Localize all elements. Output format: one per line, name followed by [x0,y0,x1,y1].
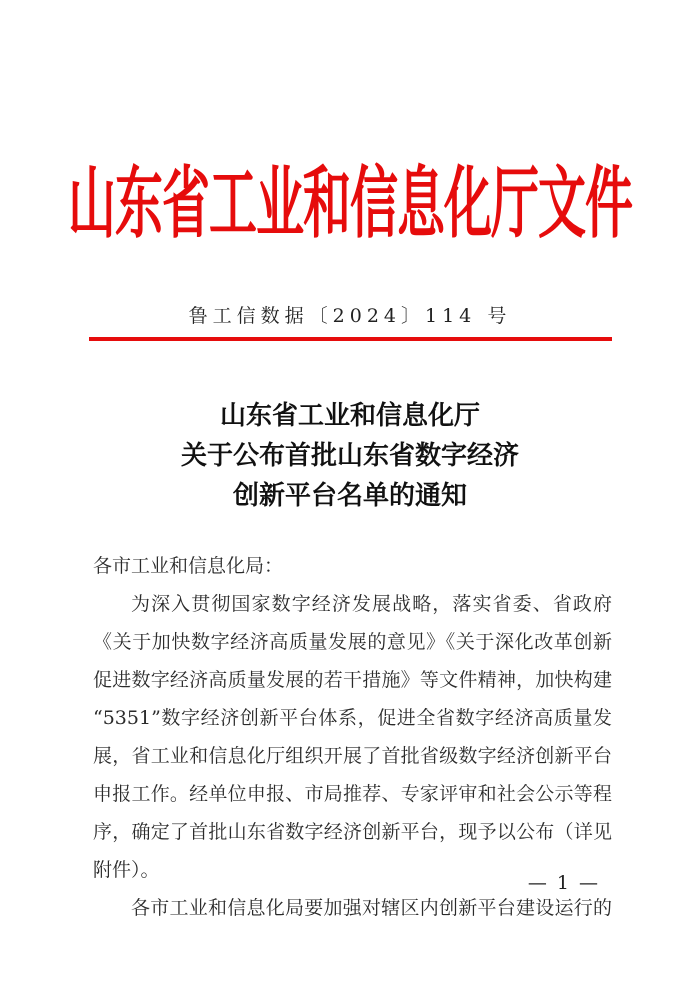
document-title-line-1: 山东省工业和信息化厅 [219,401,480,431]
document-reference-number: 鲁工信数据〔2024〕114 号 [188,305,512,327]
red-divider-line [89,337,612,341]
document-title-line-3: 创新平台名单的通知 [232,481,467,511]
body-paragraph-1: 为深入贯彻国家数字经济发展战略，落实省委、省政府《关于加快数字经济高质量发展的意见》《关于深化改革创新促进数字经济高质量发展的若干措施》等文件精神，加快构建“5351”数字经济创新平台体系，促进全省数字经济高质量发展，省工业和信息化厅组织开展了首批省级数字经济创新平台申报工作。经单位申报、市局推荐、专家评审和社会公示等程序，确定了首批山东省数字经济创新平台，现予以公布（详见附件）。 [93,593,612,881]
body-paragraph-2-cutoff: 各市工业和信息化局要加强对辖区内创新平台建设运行的 [131,897,612,919]
document-title [0,396,700,516]
page-number: — 1 — [527,872,600,894]
document-title-line-2: 关于公布首批山东省数字经济 [180,441,519,471]
letterhead-title-text: 山东省工业和信息化厅文件 [67,158,632,250]
document-body [93,547,612,927]
letterhead [0,160,700,248]
salutation-line: 各市工业和信息化局： [93,555,284,577]
